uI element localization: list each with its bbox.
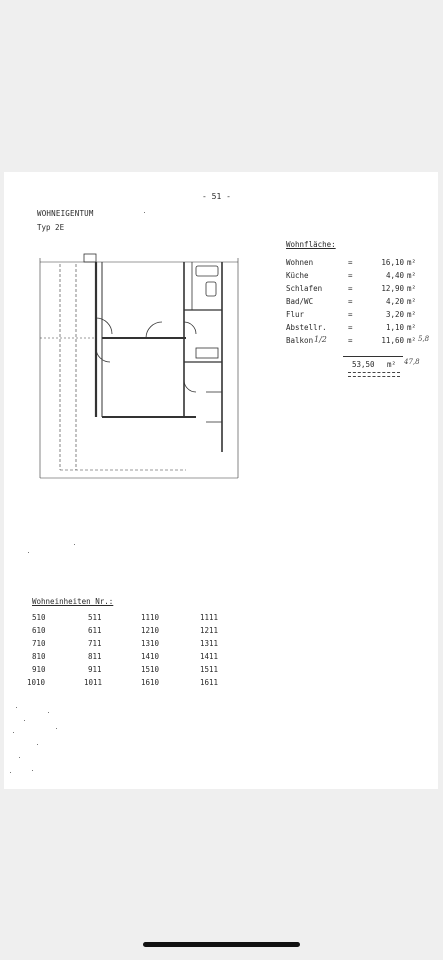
unit-number: 1311 (200, 639, 219, 648)
area-unit: m² (407, 271, 417, 280)
unit-number: 510 (32, 613, 46, 622)
unit-number: 1511 (200, 665, 219, 674)
area-label: Abstellr. (286, 323, 327, 332)
unit-number: 1310 (141, 639, 160, 648)
equals-sign: = (348, 297, 353, 306)
area-value: 4,40 (385, 271, 404, 280)
unit-number: 1110 (141, 613, 160, 622)
unit-number: 811 (88, 652, 102, 661)
area-label: Balkon (286, 336, 314, 345)
area-value: 12,90 (381, 284, 404, 293)
equals-sign: = (348, 271, 353, 280)
handwritten-total-note: 47,8 (404, 358, 420, 366)
document-heading: WOHNEIGENTUM (37, 209, 94, 218)
double-underline (348, 372, 400, 377)
unit-number: 1510 (141, 665, 160, 674)
unit-number: 1610 (141, 678, 160, 687)
unit-number: 610 (32, 626, 46, 635)
apartment-type: Typ 2E (37, 223, 65, 232)
handwritten-balkon-note: 5,8 (418, 335, 430, 343)
unit-number: 1010 (27, 678, 46, 687)
page-number: - 51 - (202, 192, 231, 201)
unit-number: 1210 (141, 626, 160, 635)
unit-number: 810 (32, 652, 46, 661)
unit-number: 910 (32, 665, 46, 674)
area-unit: m² (407, 297, 417, 306)
unit-number: 511 (88, 613, 102, 622)
equals-sign: = (348, 323, 353, 332)
area-unit: m² (407, 323, 417, 332)
unit-number: 1410 (141, 652, 160, 661)
area-value: 4,20 (385, 297, 404, 306)
total-value: 53,50 (352, 360, 375, 369)
total-unit: m² (387, 360, 397, 369)
area-value: 16,10 (381, 258, 404, 267)
equals-sign: = (348, 336, 353, 345)
unit-number: 1211 (200, 626, 219, 635)
area-value: 11,60 (381, 336, 404, 345)
area-unit: m² (407, 258, 417, 267)
area-unit: m² (407, 336, 417, 345)
equals-sign: = (348, 258, 353, 267)
unit-number: 911 (88, 665, 102, 674)
unit-number: 1111 (200, 613, 219, 622)
area-label: Flur (286, 310, 305, 319)
area-unit: m² (407, 284, 417, 293)
unit-number: 611 (88, 626, 102, 635)
area-unit: m² (407, 310, 417, 319)
area-label: Bad/WC (286, 297, 314, 306)
units-title: Wohneinheiten Nr.: (32, 597, 114, 606)
sum-line (343, 356, 403, 357)
floor-plan-drawing (26, 252, 246, 482)
area-title: Wohnfläche: (286, 240, 336, 249)
handwritten-half-note: 1/2 (314, 335, 327, 344)
equals-sign: = (348, 310, 353, 319)
unit-number: 710 (32, 639, 46, 648)
document-page (4, 172, 438, 789)
home-indicator[interactable] (143, 942, 300, 947)
unit-number: 1611 (200, 678, 219, 687)
unit-number: 1011 (84, 678, 103, 687)
unit-number: 711 (88, 639, 102, 648)
area-value: 3,20 (385, 310, 404, 319)
equals-sign: = (348, 284, 353, 293)
area-label: Schlafen (286, 284, 323, 293)
area-label: Wohnen (286, 258, 314, 267)
unit-number: 1411 (200, 652, 219, 661)
area-label: Küche (286, 271, 309, 280)
area-value: 1,10 (385, 323, 404, 332)
